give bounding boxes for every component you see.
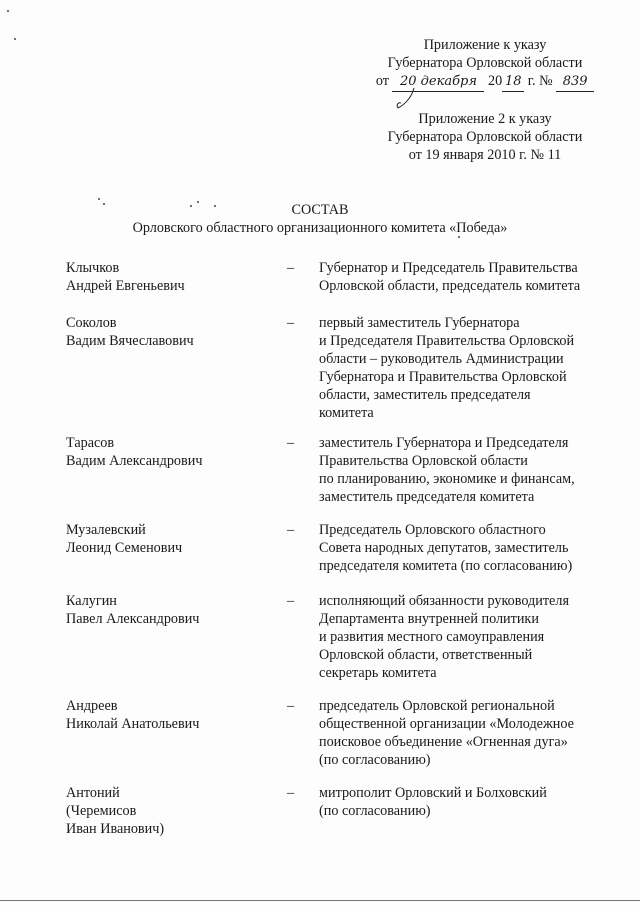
role-line: председателя комитета (по согласованию) (319, 558, 573, 574)
member-name (66, 314, 276, 350)
surname: Музалевский (66, 522, 146, 538)
separator-dash: – (287, 260, 295, 276)
role-line: Губернатор и Председатель Правительства (319, 260, 578, 276)
member-name (66, 592, 276, 628)
appendix-date-line (330, 72, 640, 92)
role-line: Председатель Орловского областного (319, 522, 546, 538)
role-line: комитета (319, 405, 374, 421)
role-line: (по согласованию) (319, 752, 431, 768)
given-names: Николай Анатольевич (66, 716, 200, 732)
page-bottom-edge (0, 900, 640, 901)
role-line: заместитель Губернатора и Председателя (319, 435, 569, 451)
surname: Антоний (66, 785, 120, 801)
role-line: секретарь комитета (319, 665, 437, 681)
member-name (66, 521, 276, 557)
separator-dash: – (287, 315, 295, 331)
pen-stroke-mark (392, 86, 442, 110)
given-names: (Черемисов (66, 803, 137, 819)
separator-dash: – (287, 698, 295, 714)
separator-dash: – (287, 785, 295, 801)
document-subtitle: Орловского областного организационного комитета «Победа» (132, 220, 508, 236)
role-line: Правительства Орловской области (319, 453, 528, 469)
appendix-line-5: Губернатора Орловской области (387, 129, 583, 145)
handwritten-number: 839 (556, 73, 594, 92)
member-role (319, 592, 619, 682)
member-name (66, 259, 276, 295)
role-line: Орловской области, ответственный (319, 647, 533, 663)
given-names: Павел Александрович (66, 611, 200, 627)
member-role (319, 521, 619, 575)
member-role (319, 784, 619, 820)
member-role (319, 259, 619, 295)
separator-dash: – (287, 593, 295, 609)
header-spacer (330, 92, 640, 110)
surname: Андреев (66, 698, 118, 714)
role-line: Совета народных депутатов, заместитель (319, 540, 569, 556)
role-line: области – руководитель Администрации (319, 351, 564, 367)
date-prefix: от (375, 73, 389, 89)
role-line: заместитель председателя комитета (319, 489, 535, 505)
role-line: Департамента внутренней политики (319, 611, 539, 627)
document-title: СОСТАВ (291, 202, 349, 218)
surname: Соколов (66, 315, 117, 331)
surname: Тарасов (66, 435, 115, 451)
appendix-line-1: Приложение к указу (423, 37, 547, 53)
separator-dash: – (287, 435, 295, 451)
appendix-line-2: Губернатора Орловской области (387, 55, 583, 71)
scan-artifact (98, 198, 100, 200)
role-line: исполняющий обязанности руководителя (319, 593, 569, 609)
member-name (66, 697, 276, 733)
member-role (319, 697, 619, 769)
role-line: председатель Орловской региональной (319, 698, 555, 714)
surname: Клычков (66, 260, 120, 276)
role-line: первый заместитель Губернатора (319, 315, 520, 331)
role-line: Орловской области, председатель комитета (319, 278, 581, 294)
role-line: области, заместитель председателя (319, 387, 531, 403)
scan-artifact (14, 38, 16, 40)
role-line: поисковое объединение «Огненная дуга» (319, 734, 568, 750)
handwritten-date: 20 декабря (392, 73, 484, 92)
scan-artifact (7, 10, 9, 12)
year-suffix: г. № (527, 73, 553, 89)
role-line: общественной организации «Молодежное (319, 716, 574, 732)
role-line: по планированию, экономике и финансам, (319, 471, 575, 487)
appendix-header (330, 36, 640, 164)
surname: Калугин (66, 593, 117, 609)
given-names: Вадим Александрович (66, 453, 203, 469)
role-line: и Председателя Правительства Орловской (319, 333, 575, 349)
member-role (319, 314, 619, 422)
given-names: Андрей Евгеньевич (66, 278, 185, 294)
member-name (66, 434, 276, 470)
role-line: (по согласованию) (319, 803, 431, 819)
year-prefix: 20 (488, 73, 503, 89)
handwritten-year: 18 (502, 73, 524, 92)
given-names: Леонид Семенович (66, 540, 183, 556)
member-role (319, 434, 619, 506)
role-line: Губернатора и Правительства Орловской (319, 369, 567, 385)
member-name (66, 784, 276, 838)
separator-dash: – (287, 522, 295, 538)
role-line: и развития местного самоуправления (319, 629, 545, 645)
role-line: митрополит Орловский и Болховский (319, 785, 547, 801)
appendix-line-6: от 19 января 2010 г. № 11 (408, 147, 562, 163)
appendix-line-4: Приложение 2 к указу (418, 111, 552, 127)
given-names: Вадим Вячеславович (66, 333, 194, 349)
given-names: Иван Иванович) (66, 821, 165, 837)
